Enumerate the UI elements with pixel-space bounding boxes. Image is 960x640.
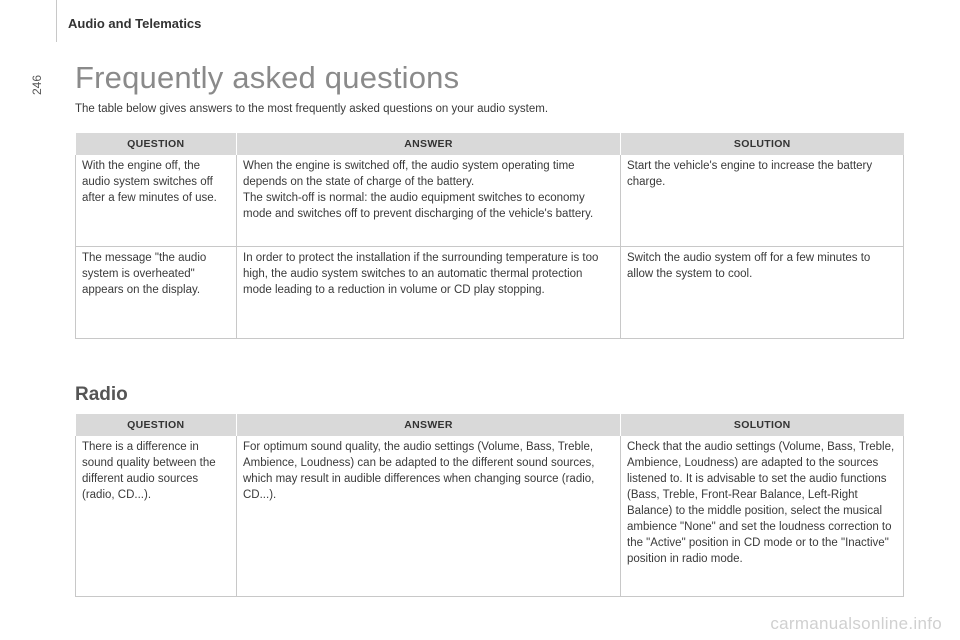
page-number: 246 <box>30 74 44 96</box>
answer-paragraph: The switch-off is normal: the audio equipment switches to economy mode and switches off to prevent discharging of the vehicle's battery. <box>243 192 594 220</box>
column-header-solution: SOLUTION <box>621 133 904 155</box>
answer-paragraph: When the engine is switched off, the audio system operating time depends on the state of charge of the battery. <box>243 160 575 188</box>
solution-cell: Start the vehicle's engine to increase the battery charge. <box>621 155 904 246</box>
column-header-question: QUESTION <box>76 133 237 155</box>
table-header-row <box>76 414 904 436</box>
answer-paragraph: For optimum sound quality, the audio settings (Volume, Bass, Treble, Ambience, Loudness) can be adapted to the different sound sources, which may result in audible differences when changing source (radio, CD...). <box>243 441 595 501</box>
answer-paragraph: In order to protect the installation if the surrounding temperature is too high, the audio system switches to an automatic thermal protection mode leading to a reduction in volume or CD play stopping. <box>243 251 599 296</box>
table-header-row <box>76 133 904 155</box>
table-row <box>76 246 904 338</box>
answer-cell <box>237 246 621 338</box>
question-cell: There is a difference in sound quality between the different audio sources (radio, CD...). <box>76 436 237 596</box>
header-divider <box>56 0 57 42</box>
column-header-answer: ANSWER <box>237 133 621 155</box>
answer-cell <box>237 155 621 246</box>
section-header: Audio and Telematics <box>68 16 202 31</box>
watermark-text: carmanualsonline.info <box>770 614 942 633</box>
radio-faq-table <box>75 414 904 597</box>
solution-cell: Check that the audio settings (Volume, Bass, Treble, Ambience, Loudness) are adapted to the sources listened to. It is advisable to set the audio functions (Bass, Treble, Front-Rear Balance, Left-Right Balance) to the middle position, select the musical ambience "None" and set the loudness correction to the "Active" position in CD mode or to the "Inactive" position in radio mode. <box>621 436 904 596</box>
answer-cell <box>237 436 621 596</box>
solution-cell: Switch the audio system off for a few minutes to allow the system to cool. <box>621 246 904 338</box>
faq-table <box>75 133 904 339</box>
question-cell: With the engine off, the audio system switches off after a few minutes of use. <box>76 155 237 246</box>
radio-section-title: Radio <box>75 384 128 405</box>
question-cell: The message "the audio system is overheated" appears on the display. <box>76 246 237 338</box>
column-header-solution: SOLUTION <box>621 414 904 436</box>
table-row <box>76 436 904 596</box>
intro-text: The table below gives answers to the most frequently asked questions on your audio system. <box>75 103 549 115</box>
column-header-question: QUESTION <box>76 414 237 436</box>
column-header-answer: ANSWER <box>237 414 621 436</box>
table-row <box>76 155 904 246</box>
page-title: Frequently asked questions <box>75 60 460 95</box>
